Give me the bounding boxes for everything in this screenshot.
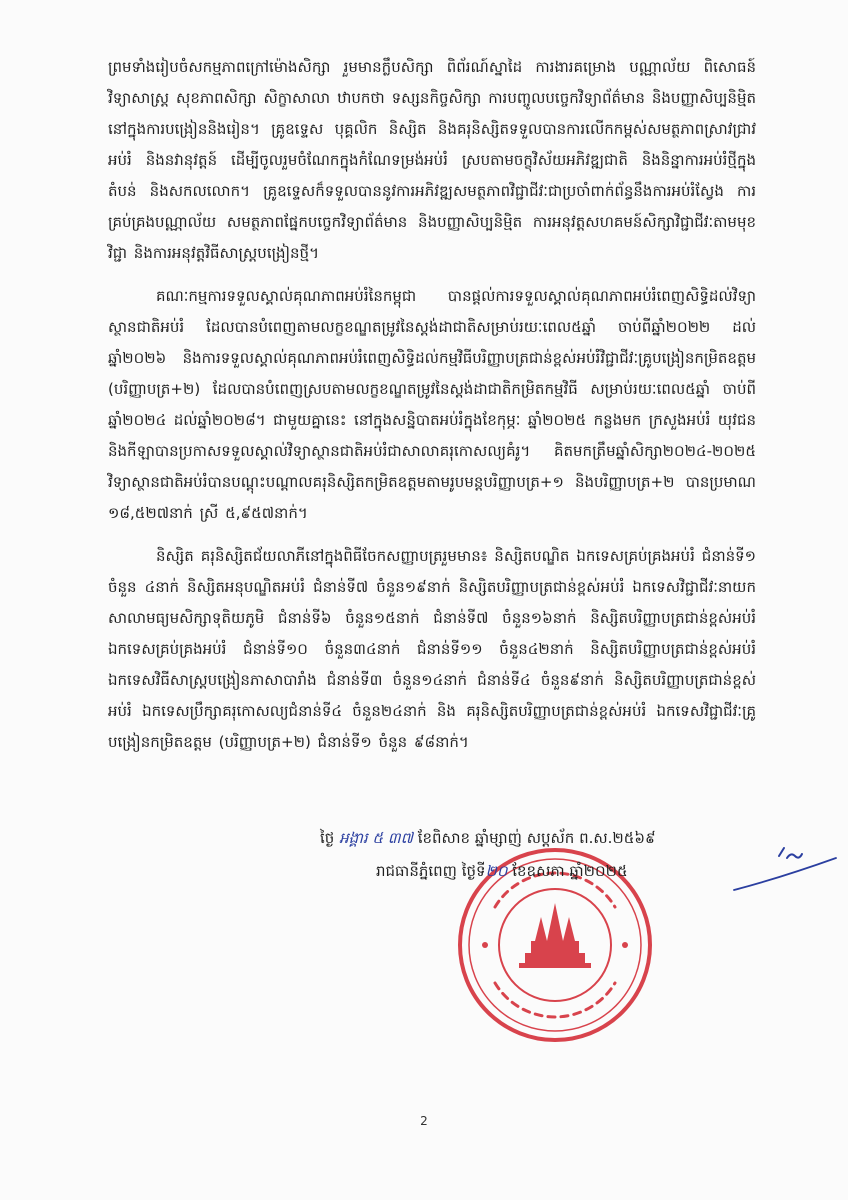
document-body xyxy=(108,52,756,770)
solar-date-prefix: រាជធានីភ្នំពេញ ថ្ងៃទី xyxy=(376,862,486,880)
lunar-date-rest: ខែពិសាខ ឆ្នាំម្សាញ់ សប្តស័ក ព.ស.២៥៦៩ xyxy=(412,829,656,847)
lunar-date-handwritten: អង្គារ ៥ ៣៧ xyxy=(339,829,413,847)
paragraph-activities: ព្រមទាំងរៀបចំសកម្មភាពក្រៅម៉ោងសិក្សា រួមមានក្លឹបសិក្សា ពិព័រណ៍ស្នាដៃ ការងារគម្រោង បណ្ណាល័យ ពិសោធន៍វិទ្យាសាស្ត្រ សុខភាពសិក្សា សិក្ខាសាលា ឋាបកថា ទស្សនកិច្ចសិក្សា ការបញ្ចូលបច្ចេកវិទ្យាព័ត៌មាន និងបញ្ញាសិប្បនិម្មិតនៅក្នុងការបង្រៀននិងរៀន។ គ្រូឧទ្ទេស បុគ្គលិក និស្សិត និងគរុនិស្សិតទទួលបានការលើកកម្ពស់សមត្ថភាពស្រាវជ្រាវអប់រំ និងនវានុវត្តន៍ ដើម្បីចូលរួមចំណែកក្នុងកំណែទម្រង់អប់រំ ស្របតាមចក្ខុវិស័យអភិវឌ្ឍជាតិ និងនិន្នាការអប់រំថ្មីក្នុងតំបន់ និងសកលលោក។ គ្រូឧទ្ទេសក៏ទទួលបាននូវការអភិវឌ្ឍសមត្ថភាពវិជ្ជាជីវៈជាប្រចាំពាក់ព័ន្ធនឹងការអប់រំស្វែង ការគ្រប់គ្រងបណ្ណាល័យ សមត្ថភាពផ្នែកបច្ចេកវិទ្យាព័ត៌មាន និងបញ្ញាសិប្បនិម្មិត ការអនុវត្តសហគមន៍សិក្សាវិជ្ជាជីវៈតាមមុខវិជ្ជា និងការអនុវត្តវិធីសាស្ត្របង្រៀនថ្មី។ xyxy=(108,58,756,262)
lunar-date-line xyxy=(318,822,778,855)
paragraph-graduates: និស្សិត គរុនិស្សិតជ័យលាភីនៅក្នុងពិធីចែកសញ្ញាបត្ររួមមាន៖ និស្សិតបណ្ឌិត ឯកទេសគ្រប់គ្រងអប់រំ ជំនាន់ទី១ ចំនួន ៤នាក់ និស្សិតអនុបណ្ឌិតអប់រំ ជំនាន់ទី៧ ចំនួន១៩នាក់ និស្សិតបរិញ្ញាបត្រជាន់ខ្ពស់អប់រំ ឯកទេសវិជ្ជាជីវៈនាយកសាលាមធ្យមសិក្សាទុតិយភូមិ ជំនាន់ទី៦ ចំនួន១៥នាក់ ជំនាន់ទី៧ ចំនួន១៦នាក់ និស្សិតបរិញ្ញាបត្រជាន់ខ្ពស់អប់រំ ឯកទេសគ្រប់គ្រងអប់រំ ជំនាន់ទី១០ ចំនួន៣៤នាក់ ជំនាន់ទី១១ ចំនួន៤២នាក់ និស្សិតបរិញ្ញាបត្រជាន់ខ្ពស់អប់រំ ឯកទេសវិធីសាស្ត្របង្រៀនភាសាបារាំង ជំនាន់ទី៣ ចំនួន១៤នាក់ ជំនាន់ទី៤ ចំនួន៩នាក់ និស្សិតបរិញ្ញាបត្រជាន់ខ្ពស់អប់រំ ឯកទេសប្រឹក្សាគរុកោសល្យជំនាន់ទី៤ ចំនួន២៤នាក់ និង គរុនិស្សិតបរិញ្ញាបត្រជាន់ខ្ពស់អប់រំ ឯកទេសវិជ្ជាជីវៈគ្រូបង្រៀនកម្រិតឧត្តម (បរិញ្ញាបត្រ+២) ជំនាន់ទី១ ចំនួន ៩៨នាក់។ xyxy=(108,547,756,751)
solar-date-line xyxy=(318,855,778,888)
page-number: 2 xyxy=(420,1114,428,1128)
signature-block xyxy=(318,822,778,888)
lunar-date-prefix: ថ្ងៃ xyxy=(320,829,335,847)
paragraph-accreditation: គណៈកម្មការទទួលស្គាល់គុណភាពអប់រំនៃកម្ពុជា បានផ្តល់ការទទួលស្គាល់គុណភាពអប់រំពេញសិទ្ធិដល់វិទ្យាស្ថានជាតិអប់រំ ដែលបានបំពេញតាមលក្ខខណ្ឌតម្រូវនៃស្តង់ដាជាតិសម្រាប់រយៈពេល៥ឆ្នាំ ចាប់ពីឆ្នាំ២០២២ ដល់ឆ្នាំ២០២៦ និងការទទួលស្គាល់គុណភាពអប់រំពេញសិទ្ធិដល់កម្មវិធីបរិញ្ញាបត្រជាន់ខ្ពស់អប់រំវិជ្ជាជីវៈគ្រូបង្រៀនកម្រិតឧត្តម (បរិញ្ញាបត្រ+២) ដែលបានបំពេញស្របតាមលក្ខខណ្ឌតម្រូវនៃស្តង់ដាជាតិកម្រិតកម្មវិធី សម្រាប់រយៈពេល៥ឆ្នាំ ចាប់ពីឆ្នាំ២០២៤ ដល់ឆ្នាំ២០២៨។ ជាមួយគ្នានេះ នៅក្នុងសន្និបាតអប់រំក្នុងខែកុម្ភៈ ឆ្នាំ២០២៥ កន្លងមក ក្រសួងអប់រំ យុវជន និងកីឡាបានប្រកាសទទួលស្គាល់វិទ្យាស្ថានជាតិអប់រំជាសាលាគរុកោសល្យគំរូ។ គិតមកត្រឹមឆ្នាំសិក្សា២០២៤-២០២៥ វិទ្យាស្ថានជាតិអប់រំបានបណ្តុះបណ្តាលគរុនិស្សិតកម្រិតឧត្តមតាមរូបមន្តបរិញ្ញាបត្រ+១ និងបរិញ្ញាបត្រ+២ បានប្រមាណ ១៨,៥២៧នាក់ ស្រី ៥,៩៥៧នាក់។ xyxy=(108,287,756,522)
solar-date-rest: ខែឧសភា ឆ្នាំ២០២៥ xyxy=(507,862,628,880)
signature-stroke xyxy=(730,850,840,900)
solar-date-handwritten: ២០ xyxy=(485,862,508,880)
